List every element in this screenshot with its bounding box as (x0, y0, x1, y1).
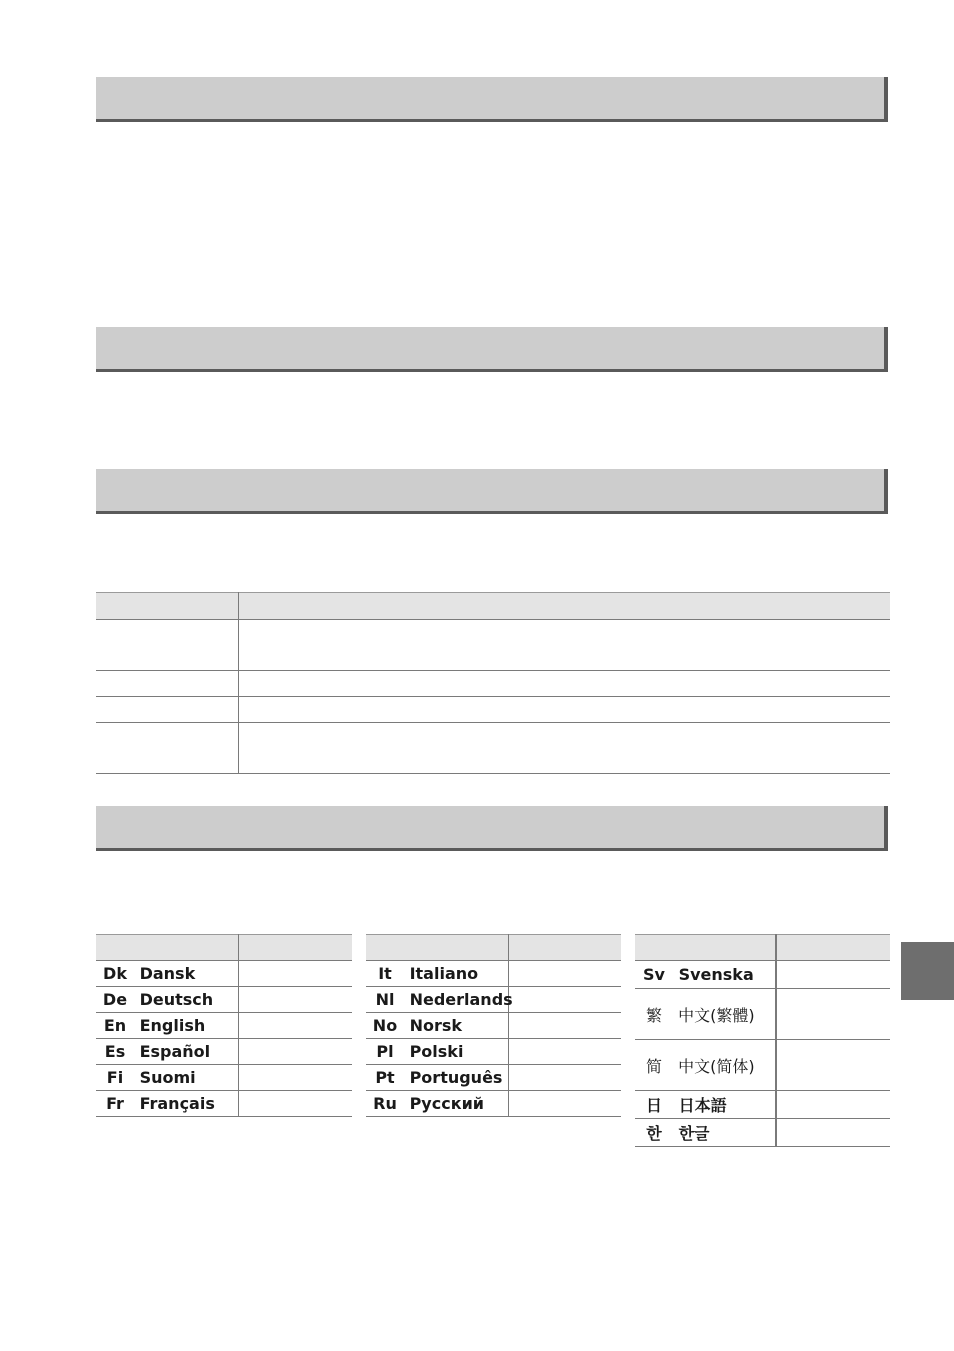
chapter-side-tab (901, 942, 954, 1000)
language-row (635, 1119, 890, 1147)
language-name: 中文(简体) (678, 1056, 755, 1076)
language-name: Polski (409, 1042, 464, 1061)
language-row (635, 961, 890, 989)
language-row (366, 987, 621, 1013)
section-header-bar-2 (96, 327, 884, 372)
language-code: 日 (645, 1096, 662, 1115)
table-header-row (635, 935, 890, 961)
language-code: No (372, 1016, 398, 1035)
language-code: Nl (375, 990, 395, 1009)
language-row (96, 1013, 352, 1039)
language-code: It (378, 964, 392, 983)
language-row (366, 1065, 621, 1091)
table-row (96, 697, 890, 723)
language-row (366, 961, 621, 987)
language-name: Dansk (139, 964, 196, 983)
language-row (366, 1039, 621, 1065)
language-row (635, 1040, 890, 1091)
language-code: Es (104, 1042, 126, 1061)
language-code: Pt (375, 1068, 395, 1087)
language-name: Svenska (678, 965, 754, 984)
table-row (96, 620, 890, 671)
language-code: Fi (106, 1068, 124, 1087)
language-name: Русский (409, 1094, 484, 1113)
language-name: Español (139, 1042, 211, 1061)
options-table (96, 592, 890, 774)
language-name: Italiano (409, 964, 479, 983)
language-row (96, 1039, 352, 1065)
language-name: Português (409, 1068, 503, 1087)
language-row (96, 961, 352, 987)
language-code: 简 (645, 1056, 662, 1076)
language-row (96, 1091, 352, 1117)
language-row (96, 1065, 352, 1091)
language-row (635, 989, 890, 1040)
language-name: 한글 (678, 1124, 710, 1143)
table-row (96, 671, 890, 697)
language-row (366, 1091, 621, 1117)
language-code: En (103, 1016, 127, 1035)
table-header-row (366, 935, 621, 961)
language-name: Norsk (409, 1016, 463, 1035)
language-name: Français (139, 1094, 215, 1113)
language-code: Fr (106, 1094, 124, 1113)
language-code: Ru (373, 1094, 397, 1113)
section-header-bar-4 (96, 806, 884, 851)
language-table-1 (96, 934, 352, 1117)
language-code: Dk (103, 964, 127, 983)
language-name: Suomi (139, 1068, 196, 1087)
section-header-bar-1 (96, 77, 884, 122)
section-header-bar-3 (96, 469, 884, 514)
language-row (366, 1013, 621, 1039)
table-header-row (96, 593, 890, 620)
language-row (96, 987, 352, 1013)
language-name: 中文(繁體) (678, 1005, 755, 1025)
table-header-row (96, 935, 352, 961)
language-code: Sv (643, 965, 665, 984)
language-code: Pl (376, 1042, 394, 1061)
table-row (96, 723, 890, 774)
language-name: Deutsch (139, 990, 214, 1009)
language-table-3 (635, 934, 890, 1147)
language-table-2 (366, 934, 621, 1117)
language-name: Nederlands (409, 990, 513, 1009)
language-code: De (102, 990, 128, 1009)
language-code: 한 (646, 1124, 662, 1143)
language-code: 繁 (645, 1005, 662, 1025)
language-name: English (139, 1016, 206, 1035)
language-name: 日本語 (678, 1096, 727, 1115)
language-row (635, 1091, 890, 1119)
